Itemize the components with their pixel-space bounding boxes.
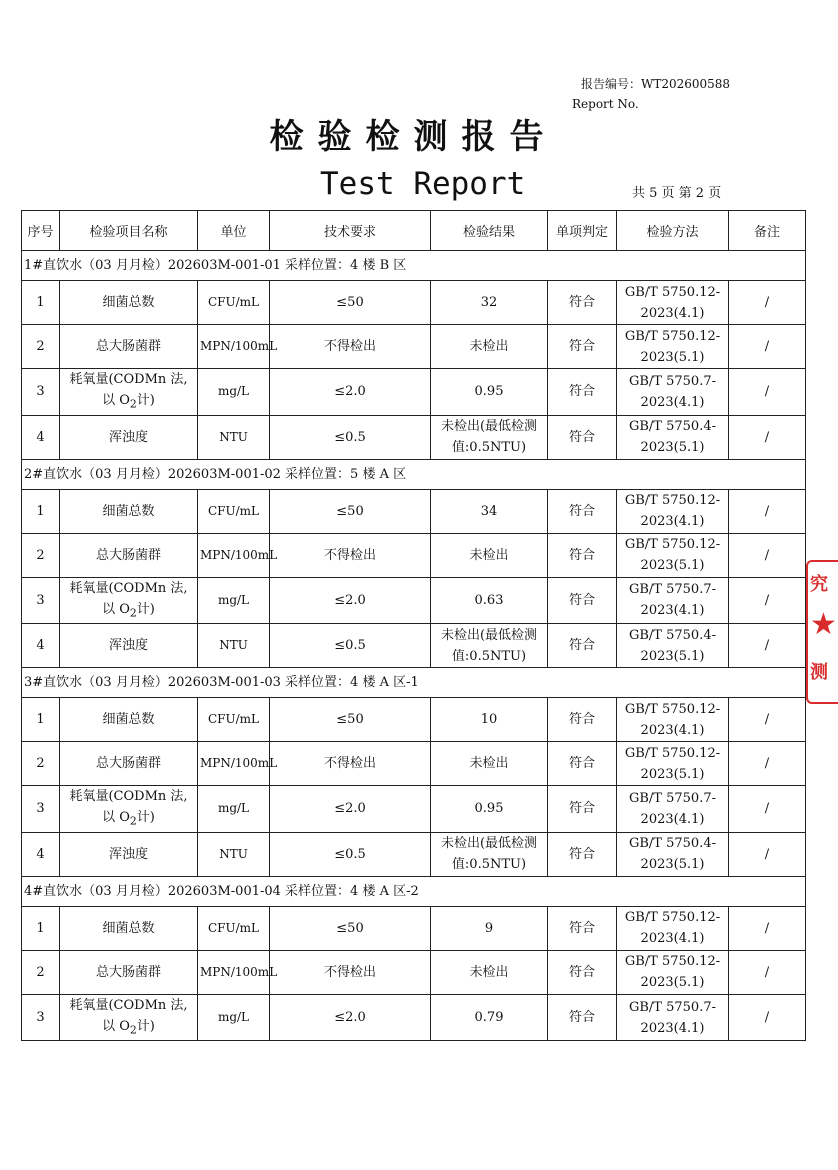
method-line1: GB/T 5750.7-: [628, 790, 716, 806]
cell-result: [431, 994, 548, 1041]
cell-result: [431, 742, 548, 786]
report-number-en-label: Report No.: [572, 97, 639, 111]
method-line1: GB/T 5750.12-: [624, 910, 721, 926]
method-line2: 2023(5.1): [640, 648, 705, 664]
cell-method: [617, 742, 729, 786]
item-name-line2-end: 计): [136, 601, 155, 617]
cell-no: 4: [22, 415, 60, 459]
cell-method: [617, 786, 729, 833]
method-line2: 2023(5.1): [640, 440, 705, 456]
item-name-line2: 以 O: [102, 601, 130, 617]
cell-result: [431, 906, 548, 950]
item-name-line1: 耗氧量(CODMn 法,: [69, 789, 188, 805]
cell-requirement: ≤2.0: [270, 786, 431, 833]
cell-method: [617, 369, 729, 416]
cell-item: [60, 533, 198, 577]
sample-group-row: [22, 668, 806, 698]
sample-group-title: 4#直饮水（03 月月检）202603M-001-04 采样位置：4 楼 A 区-2: [22, 876, 806, 906]
cell-judgement: 符合: [548, 786, 617, 833]
cell-method: [617, 489, 729, 533]
sample-group-title: 1#直饮水（03 月月检）202603M-001-01 采样位置：4 楼 B 区: [22, 251, 806, 281]
cell-requirement: ≤2.0: [270, 994, 431, 1041]
cell-method: [617, 994, 729, 1041]
sample-group-title: 3#直饮水（03 月月检）202603M-001-03 采样位置：4 楼 A 区-1: [22, 668, 806, 698]
stamp-char-bottom: 测: [810, 662, 828, 683]
cell-note: /: [729, 533, 806, 577]
cell-result: [431, 369, 548, 416]
cell-no: 1: [22, 906, 60, 950]
result-value: 未检出: [469, 339, 509, 354]
cell-requirement: ≤0.5: [270, 624, 431, 668]
item-name: 浑浊度: [108, 638, 148, 654]
cell-no: 1: [22, 281, 60, 325]
method-line1: GB/T 5750.7-: [628, 999, 716, 1015]
cell-result: [431, 786, 548, 833]
cell-result: [431, 281, 548, 325]
cell-no: 4: [22, 832, 60, 876]
item-name-subscript: 2: [129, 397, 137, 411]
cell-requirement: ≤2.0: [270, 369, 431, 416]
cell-result: [431, 489, 548, 533]
method-line1: GB/T 5750.4-: [628, 836, 716, 852]
cell-unit: NTU: [198, 415, 270, 459]
sample-group-row: [22, 251, 806, 281]
method-line2: 2023(4.1): [640, 305, 705, 321]
cell-requirement: 不得检出: [270, 950, 431, 994]
item-name: 细菌总数: [102, 712, 155, 728]
cell-no: 1: [22, 489, 60, 533]
table-row: [22, 577, 806, 624]
results-table: [21, 210, 806, 1041]
cell-requirement: 不得检出: [270, 325, 431, 369]
cell-no: 3: [22, 577, 60, 624]
cell-requirement: 不得检出: [270, 742, 431, 786]
item-name: 细菌总数: [102, 503, 155, 519]
cell-note: /: [729, 698, 806, 742]
method-line2: 2023(5.1): [640, 558, 705, 574]
cell-requirement: ≤0.5: [270, 832, 431, 876]
result-line2: 值:0.5NTU): [451, 440, 527, 456]
stamp-char-top: 究: [810, 574, 828, 595]
method-line2: 2023(4.1): [640, 931, 705, 947]
cell-unit: mg/L: [198, 369, 270, 416]
result-line1: 未检出(最低检测: [440, 419, 538, 435]
cell-method: [617, 950, 729, 994]
cell-item: [60, 415, 198, 459]
cell-note: /: [729, 489, 806, 533]
method-line2: 2023(4.1): [640, 722, 705, 738]
item-name: 浑浊度: [108, 429, 148, 445]
result-line1: 未检出(最低检测: [440, 836, 538, 852]
cell-note: /: [729, 950, 806, 994]
item-name-line1: 耗氧量(CODMn 法,: [69, 997, 188, 1013]
cell-judgement: 符合: [548, 994, 617, 1041]
cell-judgement: 符合: [548, 698, 617, 742]
cell-requirement: ≤50: [270, 489, 431, 533]
cell-note: /: [729, 906, 806, 950]
report-number: 报告编号：WT202600588: [581, 77, 731, 91]
report-title-cn: 检验检测报告: [269, 117, 558, 157]
table-row: [22, 742, 806, 786]
cell-method: [617, 906, 729, 950]
cell-method: [617, 533, 729, 577]
cell-item: [60, 577, 198, 624]
cell-note: /: [729, 624, 806, 668]
table-row: [22, 994, 806, 1041]
table-row: [22, 950, 806, 994]
method-line2: 2023(5.1): [640, 766, 705, 782]
cell-unit: mg/L: [198, 786, 270, 833]
cell-unit: MPN/100mL: [198, 533, 270, 577]
method-line1: GB/T 5750.12-: [624, 537, 721, 553]
cell-judgement: 符合: [548, 281, 617, 325]
red-seal-stamp: [806, 560, 838, 704]
cell-result: [431, 533, 548, 577]
cell-note: /: [729, 415, 806, 459]
cell-unit: MPN/100mL: [198, 742, 270, 786]
result-value: 32: [480, 295, 498, 310]
cell-unit: mg/L: [198, 994, 270, 1041]
method-line1: GB/T 5750.4-: [628, 419, 716, 435]
col-header-judgement: 单项判定: [548, 211, 617, 251]
result-value: 0.95: [474, 801, 504, 817]
result-value: 34: [480, 503, 498, 519]
cell-requirement: ≤50: [270, 281, 431, 325]
col-header-item: 检验项目名称: [60, 211, 198, 251]
cell-unit: CFU/mL: [198, 489, 270, 533]
result-line2: 值:0.5NTU): [451, 857, 527, 873]
cell-result: [431, 577, 548, 624]
cell-method: [617, 577, 729, 624]
cell-unit: MPN/100mL: [198, 325, 270, 369]
page-indicator: 共 5 页 第 2 页: [632, 186, 722, 201]
cell-note: /: [729, 577, 806, 624]
cell-item: [60, 950, 198, 994]
result-value: 9: [484, 920, 494, 936]
cell-unit: CFU/mL: [198, 906, 270, 950]
cell-note: /: [729, 281, 806, 325]
method-line1: GB/T 5750.7-: [628, 582, 716, 598]
cell-judgement: 符合: [548, 832, 617, 876]
cell-unit: NTU: [198, 832, 270, 876]
item-name-line2-end: 计): [136, 393, 155, 408]
cell-item: [60, 325, 198, 369]
item-name-line2: 以 O: [102, 393, 130, 408]
result-line1: 未检出(最低检测: [440, 627, 538, 643]
cell-item: [60, 698, 198, 742]
result-value: 10: [480, 712, 498, 728]
cell-unit: CFU/mL: [198, 281, 270, 325]
table-row: [22, 786, 806, 833]
cell-item: [60, 624, 198, 668]
item-name: 总大肠菌群: [95, 547, 161, 563]
cell-method: [617, 325, 729, 369]
method-line2: 2023(4.1): [640, 1020, 705, 1036]
cell-no: 2: [22, 533, 60, 577]
cell-result: [431, 624, 548, 668]
method-line2: 2023(4.1): [640, 811, 705, 827]
cell-judgement: 符合: [548, 533, 617, 577]
col-header-method: 检验方法: [617, 211, 729, 251]
cell-requirement: ≤50: [270, 698, 431, 742]
sample-group-row: [22, 459, 806, 489]
cell-requirement: 不得检出: [270, 533, 431, 577]
cell-note: /: [729, 325, 806, 369]
item-name-line2: 以 O: [102, 810, 130, 826]
col-header-no: 序号: [22, 211, 60, 251]
cell-judgement: 符合: [548, 489, 617, 533]
item-name: 总大肠菌群: [95, 964, 161, 980]
cell-judgement: 符合: [548, 624, 617, 668]
cell-no: 3: [22, 369, 60, 416]
cell-result: [431, 832, 548, 876]
cell-judgement: 符合: [548, 415, 617, 459]
cell-no: 4: [22, 624, 60, 668]
method-line2: 2023(4.1): [640, 514, 705, 530]
table-row: [22, 489, 806, 533]
cell-item: [60, 489, 198, 533]
method-line1: GB/T 5750.12-: [624, 745, 721, 761]
cell-item: [60, 369, 198, 416]
cell-judgement: 符合: [548, 906, 617, 950]
cell-unit: CFU/mL: [198, 698, 270, 742]
method-line1: GB/T 5750.12-: [624, 954, 721, 970]
cell-method: [617, 281, 729, 325]
cell-unit: mg/L: [198, 577, 270, 624]
item-name-line2-end: 计): [136, 810, 155, 826]
cell-note: /: [729, 742, 806, 786]
cell-method: [617, 698, 729, 742]
method-line2: 2023(5.1): [640, 975, 705, 991]
item-name-line1: 耗氧量(CODMn 法,: [69, 372, 188, 387]
col-header-note: 备注: [729, 211, 806, 251]
item-name: 总大肠菌群: [95, 756, 161, 772]
method-line1: GB/T 5750.12-: [624, 328, 721, 344]
result-value: 0.63: [474, 592, 504, 608]
method-line1: GB/T 5750.12-: [624, 284, 721, 300]
cell-no: 1: [22, 698, 60, 742]
cell-requirement: ≤0.5: [270, 415, 431, 459]
cell-judgement: 符合: [548, 369, 617, 416]
item-name-line1: 耗氧量(CODMn 法,: [69, 580, 188, 596]
col-header-requirement: 技术要求: [270, 211, 431, 251]
table-row: [22, 415, 806, 459]
method-line1: GB/T 5750.12-: [624, 493, 721, 509]
cell-result: [431, 415, 548, 459]
cell-item: [60, 786, 198, 833]
cell-result: [431, 325, 548, 369]
item-name: 浑浊度: [108, 846, 148, 862]
cell-no: 2: [22, 950, 60, 994]
table-row: [22, 281, 806, 325]
cell-item: [60, 742, 198, 786]
cell-method: [617, 415, 729, 459]
cell-result: [431, 950, 548, 994]
table-header-row: [22, 211, 806, 251]
result-value: 0.95: [474, 384, 504, 400]
table-body: [22, 251, 806, 1041]
item-name-line2-end: 计): [136, 1018, 155, 1034]
cell-method: [617, 832, 729, 876]
item-name: 总大肠菌群: [95, 339, 161, 354]
cell-note: /: [729, 369, 806, 416]
star-icon: ★: [810, 607, 837, 642]
cell-note: /: [729, 786, 806, 833]
result-line2: 值:0.5NTU): [451, 648, 527, 664]
result-value: 未检出: [469, 547, 509, 563]
method-line2: 2023(5.1): [640, 857, 705, 873]
method-line1: GB/T 5750.4-: [628, 627, 716, 643]
cell-item: [60, 906, 198, 950]
report-title-en: Test Report: [320, 166, 526, 202]
table-row: [22, 906, 806, 950]
method-line1: GB/T 5750.12-: [624, 701, 721, 717]
method-line2: 2023(4.1): [640, 603, 705, 619]
cell-no: 2: [22, 325, 60, 369]
cell-item: [60, 281, 198, 325]
cell-no: 2: [22, 742, 60, 786]
cell-no: 3: [22, 786, 60, 833]
cell-item: [60, 832, 198, 876]
sample-group-title: 2#直饮水（03 月月检）202603M-001-02 采样位置：5 楼 A 区: [22, 459, 806, 489]
table-row: [22, 832, 806, 876]
table-row: [22, 369, 806, 416]
item-name-subscript: 2: [129, 1023, 137, 1037]
table-row: [22, 533, 806, 577]
method-line2: 2023(4.1): [640, 394, 705, 410]
table-row: [22, 325, 806, 369]
cell-judgement: 符合: [548, 742, 617, 786]
col-header-unit: 单位: [198, 211, 270, 251]
cell-judgement: 符合: [548, 950, 617, 994]
item-name-line2: 以 O: [102, 1018, 130, 1034]
cell-item: [60, 994, 198, 1041]
result-value: 未检出: [469, 756, 509, 772]
result-value: 未检出: [469, 964, 509, 980]
sample-group-row: [22, 876, 806, 906]
method-line1: GB/T 5750.7-: [628, 373, 716, 389]
cell-judgement: 符合: [548, 325, 617, 369]
cell-unit: MPN/100mL: [198, 950, 270, 994]
result-value: 0.79: [474, 1010, 504, 1026]
item-name-subscript: 2: [129, 814, 137, 828]
item-name: 细菌总数: [102, 920, 155, 936]
cell-no: 3: [22, 994, 60, 1041]
cell-note: /: [729, 832, 806, 876]
cell-method: [617, 624, 729, 668]
cell-unit: NTU: [198, 624, 270, 668]
table-row: [22, 698, 806, 742]
table-row: [22, 624, 806, 668]
cell-judgement: 符合: [548, 577, 617, 624]
item-name-subscript: 2: [129, 606, 137, 620]
method-line2: 2023(5.1): [640, 349, 705, 365]
cell-requirement: ≤2.0: [270, 577, 431, 624]
col-header-result: 检验结果: [431, 211, 548, 251]
item-name: 细菌总数: [102, 295, 155, 310]
cell-note: /: [729, 994, 806, 1041]
cell-requirement: ≤50: [270, 906, 431, 950]
cell-result: [431, 698, 548, 742]
